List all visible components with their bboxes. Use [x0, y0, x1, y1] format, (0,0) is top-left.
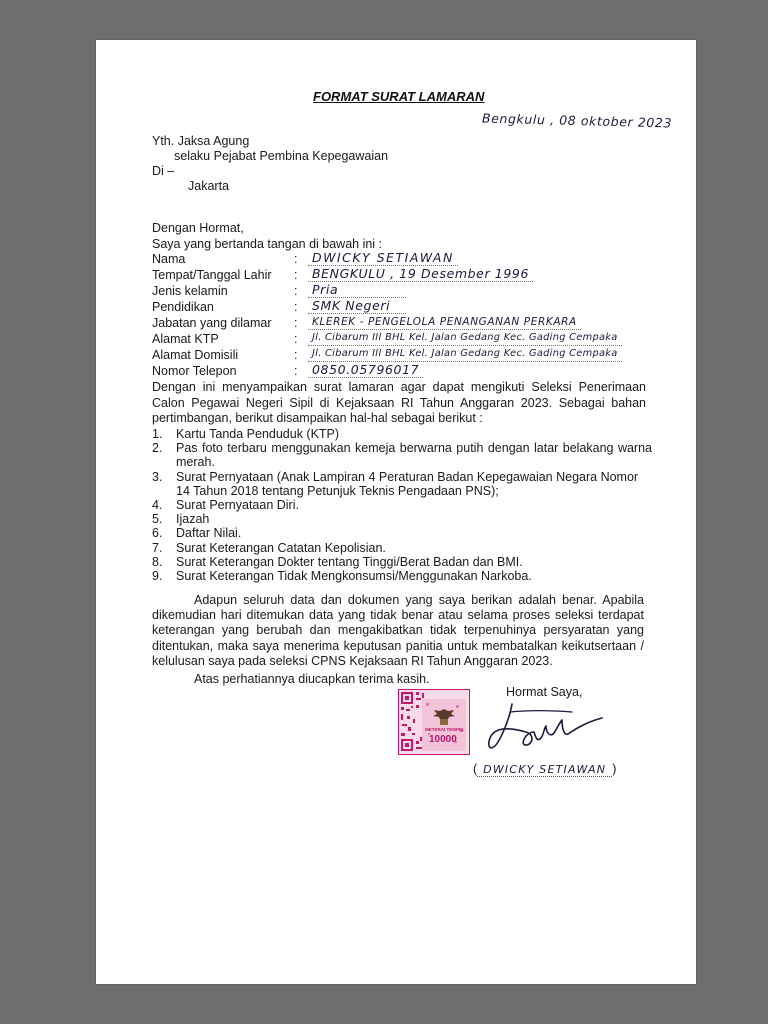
- field-label: Jenis kelamin: [152, 284, 228, 298]
- list-text: Daftar Nilai.: [176, 526, 242, 541]
- list-item: [152, 541, 652, 555]
- field-colon: :: [294, 332, 298, 346]
- field-value: Jl. Cibarum III BHL Kel. Jalan Gedang Kec. Gading Cempaka: [308, 331, 622, 346]
- body-paragraph-2: Adapun seluruh data dan dokumen yang saya berikan adalah benar. Apabila dikemudian hari ditemukan data yang tidak benar atau selama proses seleksi terdapat keterangan yang berubah dan mengakibatkan tidak terpenuhinya persyaratan yang ditentukan, maka saya menerima keputusan panitia untuk membatalkan keikutsertaan / kelulusan saya pada seleksi CPNS Kejaksaan RI Tahun Anggaran 2023.: [152, 593, 644, 668]
- field-value: DWICKY SETIAWAN: [308, 251, 458, 266]
- field-row-domicile-address: [152, 346, 622, 362]
- attachment-list: [152, 427, 652, 583]
- meterai-label: METERAI TEMPEL: [425, 727, 465, 732]
- meterai-stamp: [398, 689, 470, 755]
- list-item: [152, 555, 652, 569]
- list-item: [152, 441, 652, 469]
- list-item: [152, 569, 652, 583]
- list-number: 5.: [152, 512, 163, 527]
- field-colon: :: [294, 348, 298, 362]
- field-value: Pria: [308, 283, 406, 298]
- list-number: 9.: [152, 569, 163, 584]
- field-colon: :: [294, 300, 298, 314]
- meterai-stamp-graphic: [398, 689, 470, 755]
- recipient-line-3: Di –: [152, 164, 175, 178]
- field-label: Tempat/Tanggal Lahir: [152, 268, 272, 282]
- list-number: 4.: [152, 498, 163, 513]
- list-text: Surat Pernyataan Diri.: [176, 498, 299, 513]
- field-row-gender: [152, 282, 622, 298]
- field-row-ktp-address: [152, 330, 622, 346]
- list-text: Kartu Tanda Penduduk (KTP): [176, 427, 340, 441]
- recipient-line-4: Jakarta: [188, 179, 229, 193]
- list-text: Pas foto terbaru menggunakan kemeja berwarna putih dengan latar belakang warna merah.: [176, 441, 652, 470]
- meterai-amount: 10000: [429, 734, 457, 745]
- field-row-name: [152, 250, 622, 266]
- letter-page: [96, 40, 696, 984]
- signer-open-paren: (: [473, 762, 478, 776]
- list-text: Surat Pernyataan (Anak Lampiran 4 Peraturan Badan Kepegawaian Negara Nomor 14 Tahun 2018 tentang Petunjuk Teknis Pengadaan PNS);: [176, 469, 639, 498]
- field-value: SMK Negeri: [308, 299, 406, 314]
- list-number: 7.: [152, 540, 163, 555]
- field-row-birth: [152, 266, 622, 282]
- field-row-phone: [152, 362, 622, 378]
- place-date: Bengkulu , 08 oktober 2023: [481, 110, 673, 131]
- field-value: Jl. Cibarum III BHL Kel. Jalan Gedang Kec. Gading Cempaka: [308, 347, 622, 362]
- list-text: Ijazah: [176, 512, 210, 527]
- field-colon: :: [294, 252, 298, 266]
- list-number: 8.: [152, 554, 163, 569]
- field-colon: :: [294, 268, 298, 282]
- field-colon: :: [294, 284, 298, 298]
- field-value: 0850.05796017: [308, 363, 423, 378]
- field-label: Nama: [152, 252, 186, 266]
- list-item: [152, 427, 652, 441]
- greeting: Dengan Hormat,: [152, 221, 244, 235]
- field-label: Alamat Domisili: [152, 348, 239, 362]
- document-title: FORMAT SURAT LAMARAN: [313, 89, 485, 104]
- field-colon: :: [294, 364, 298, 378]
- field-label: Jabatan yang dilamar: [152, 316, 272, 330]
- list-text: Surat Keterangan Catatan Kepolisian.: [176, 540, 386, 555]
- signature: [482, 698, 614, 762]
- signer-close-paren: ): [612, 762, 617, 776]
- list-number: 6.: [152, 526, 163, 541]
- list-item: [152, 512, 652, 526]
- signer-name: DWICKY SETIAWAN: [477, 763, 612, 777]
- list-number: 1.: [152, 427, 163, 441]
- field-label: Alamat KTP: [152, 332, 219, 346]
- body-paragraph-1: Dengan ini menyampaikan surat lamaran agar dapat mengikuti Seleksi Penerimaan Calon Pegawai Negeri Sipil di Kejaksaan RI Tahun Anggaran 2023. Sebagai bahan pertimbangan, berikut disampaikan hal-hal sebagai berikut :: [152, 380, 646, 425]
- intro-line: Saya yang bertanda tangan di bawah ini :: [152, 237, 383, 251]
- list-number: 3.: [152, 469, 163, 484]
- recipient-line-1: Yth. Jaksa Agung: [152, 134, 250, 148]
- field-row-education: [152, 298, 622, 314]
- closing-line: Atas perhatiannya diucapkan terima kasih.: [194, 672, 430, 686]
- recipient-line-2: selaku Pejabat Pembina Kepegawaian: [174, 149, 389, 163]
- field-value: BENGKULU , 19 Desember 1996: [308, 267, 533, 282]
- field-label: Nomor Telepon: [152, 364, 237, 378]
- list-item: [152, 526, 652, 540]
- list-number: 2.: [152, 441, 163, 456]
- field-value: KLEREK - PENGELOLA PENANGANAN PERKARA: [308, 315, 581, 330]
- regards-line: Hormat Saya,: [506, 685, 583, 699]
- field-colon: :: [294, 316, 298, 330]
- list-item: [152, 498, 652, 512]
- field-label: Pendidikan: [152, 300, 214, 314]
- applicant-fields: [152, 250, 622, 378]
- list-text: Surat Keterangan Tidak Mengkonsumsi/Menggunakan Narkoba.: [176, 569, 532, 584]
- list-text: Surat Keterangan Dokter tentang Tinggi/Berat Badan dan BMI.: [176, 554, 523, 569]
- list-item: [152, 470, 652, 498]
- signer-block: [473, 761, 616, 777]
- field-row-position: [152, 314, 622, 330]
